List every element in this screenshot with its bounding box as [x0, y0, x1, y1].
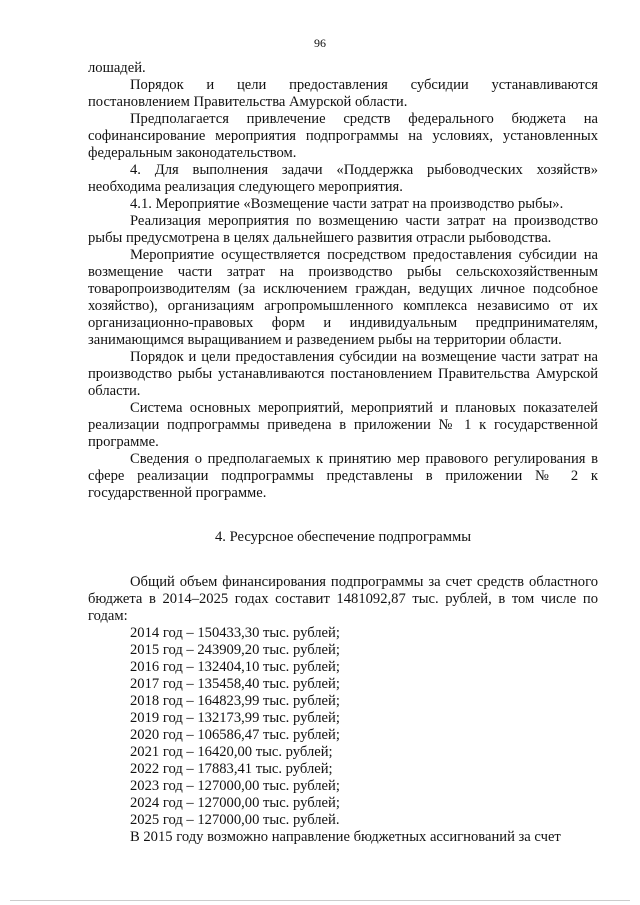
paragraphs-before: [88, 60, 598, 502]
document-body: [88, 60, 598, 846]
paragraph: 4.1. Мероприятие «Возмещение части затрат на производство рыбы».: [130, 196, 564, 212]
paragraph: Сведения о предполагаемых к принятию мер правового регулирования в сфере реализации подпрограммы представлены в приложении № 2 к государственной программе.: [88, 451, 598, 501]
paragraph: Предполагается привлечение средств федерального бюджета на софинансирование мероприятия подпрограммы на условиях, установленных федеральным законодательством.: [88, 111, 598, 161]
paragraph: Система основных мероприятий, мероприятий и плановых показателей реализации подпрограммы приведена в приложении № 1 к государственной программе.: [88, 400, 598, 450]
paragraph: 4. Для выполнения задачи «Поддержка рыбоводческих хозяйств» необходима реализация следующего мероприятия.: [88, 162, 598, 195]
section-heading: 4. Ресурсное обеспечение подпрограммы: [214, 529, 471, 545]
paragraph: Порядок и цели предоставления субсидии устанавливаются постановлением Правительства Амурской области.: [88, 77, 598, 110]
page-number: 96: [314, 36, 326, 50]
paragraph: Мероприятие осуществляется посредством предоставления субсидии на возмещение части затрат на производство рыбы сельскохозяйственным товаропроизводителям (за исключением граждан, ведущих личное подсобное хозяйство), организациям агропромышленного комплекса независимо от их организационно-правовых форм и индивидуальным предпринимателям, занимающимся выращиванием и разведением рыбы на территории области.: [88, 247, 598, 348]
list-item: 2019 год – 132173,99 тыс. рублей;: [130, 710, 340, 726]
paragraph: Реализация мероприятия по возмещению части затрат на производство рыбы предусмотрена в целях дальнейшего развития отрасли рыбоводства.: [88, 213, 598, 246]
list-item: 2016 год – 132404,10 тыс. рублей;: [130, 659, 340, 675]
closing-paragraph: В 2015 году возможно направление бюджетных ассигнований за счет: [130, 829, 561, 845]
list-item: 2021 год – 16420,00 тыс. рублей;: [130, 744, 333, 760]
funding-by-year-list: [88, 625, 598, 829]
list-item: 2023 год – 127000,00 тыс. рублей;: [130, 778, 340, 794]
paragraph: Порядок и цели предоставления субсидии на возмещение части затрат на производство рыбы устанавливаются постановлением Правительства Амурской области.: [88, 349, 598, 399]
list-item: 2018 год – 164823,99 тыс. рублей;: [130, 693, 340, 709]
list-item: 2015 год – 243909,20 тыс. рублей;: [130, 642, 340, 658]
list-item: 2020 год – 106586,47 тыс. рублей;: [130, 727, 340, 743]
paragraph: лошадей.: [88, 60, 146, 76]
list-item: 2022 год – 17883,41 тыс. рублей;: [130, 761, 333, 777]
funding-intro: Общий объем финансирования подпрограммы за счет средств областного бюджета в 2014–2025 годах составит 1481092,87 тыс. рублей, в том числе по годам:: [88, 574, 598, 624]
list-item: 2017 год – 135458,40 тыс. рублей;: [130, 676, 340, 692]
list-item: 2014 год – 150433,30 тыс. рублей;: [130, 625, 340, 641]
page-bottom-edge: [10, 900, 630, 901]
list-item: 2024 год – 127000,00 тыс. рублей;: [130, 795, 340, 811]
list-item: 2025 год – 127000,00 тыс. рублей.: [130, 812, 340, 828]
